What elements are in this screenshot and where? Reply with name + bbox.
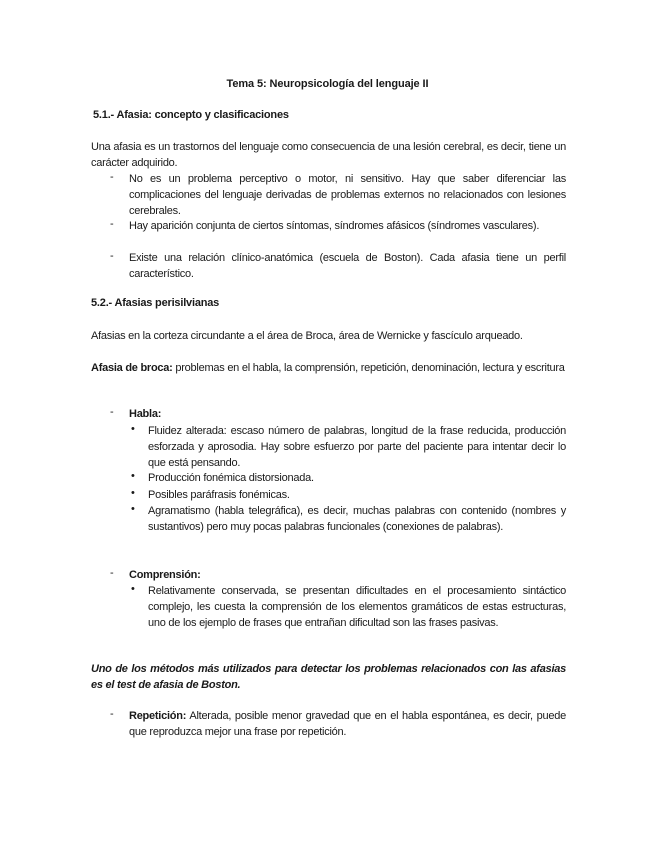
repeticion-label: Repetición: [129, 710, 187, 722]
paragraph-perisilvianas: Afasias en la corteza circundante a el área de Broca, área de Wernicke y fascículo arqueado. [91, 330, 523, 342]
boston-test-note: Uno de los métodos más utilizados para detectar los problemas relacionados con las afasias es el test de afasia de Boston. [91, 663, 566, 691]
bullet-item: Posibles paráfrasis fonémicas. [148, 489, 290, 501]
bullet-marker: • [131, 583, 135, 595]
repeticion-text: Alterada, posible menor gravedad que en el habla espontánea, es decir, puede que reproduzca mejor una frase por repetición. [129, 710, 566, 738]
section-heading-5-2: 5.2.- Afasias perisilvianas [91, 297, 220, 309]
dash-marker: - [110, 567, 114, 579]
dash-marker: - [110, 406, 114, 418]
paragraph-afasia-broca [91, 360, 566, 376]
list-item: Hay aparición conjunta de ciertos síntomas, síndromes afásicos (síndromes vasculares). [129, 220, 540, 232]
subheading-habla: Habla: [129, 408, 162, 420]
paragraph-afasia-definition: Una afasia es un trastornos del lenguaje como consecuencia de una lesión cerebral, es decir, tiene un carácter adquirido. [91, 141, 566, 169]
list-item: Existe una relación clínico-anatómica (escuela de Boston). Cada afasia tiene un perfil característico. [129, 252, 566, 280]
bullet-item: Relativamente conservada, se presentan dificultades en el procesamiento sintáctico complejo, les cuesta la comprensión de los elementos gramáticos de estas estructuras, uno de los ejemplo de frases que entrañan dificultad son las frases pasivas. [148, 585, 566, 629]
broca-text: problemas en el habla, la comprensión, repetición, denominación, lectura y escritura [172, 362, 565, 374]
dash-marker: - [110, 708, 114, 720]
broca-label: Afasia de broca: [91, 362, 173, 374]
list-item-repeticion [129, 708, 566, 740]
dash-marker: - [110, 171, 114, 183]
bullet-marker: • [131, 487, 135, 499]
page-title: Tema 5: Neuropsicología del lenguaje II [226, 78, 429, 90]
bullet-marker: • [131, 423, 135, 435]
bullet-marker: • [131, 503, 135, 515]
list-item: No es un problema perceptivo o motor, ni sensitivo. Hay que saber diferenciar las complicaciones del lenguaje derivadas de problemas externos no relacionados con lesiones cerebrales. [129, 173, 566, 217]
dash-marker: - [110, 250, 114, 262]
section-heading-5-1: 5.1.- Afasia: concepto y clasificaciones [93, 109, 289, 121]
subheading-comprension: Comprensión: [129, 569, 201, 581]
dash-marker: - [110, 218, 114, 230]
bullet-item: Fluidez alterada: escaso número de palabras, longitud de la frase reducida, producción esforzada y aprosodia. Hay sobre esfuerzo por parte del paciente para intentar decir lo que está pensando. [148, 425, 566, 469]
bullet-marker: • [131, 470, 135, 482]
bullet-item: Producción fonémica distorsionada. [148, 472, 314, 484]
bullet-item: Agramatismo (habla telegráfica), es decir, muchas palabras con contenido (nombres y sustantivos) pero muy pocas palabras funcionales (conexiones de palabras). [148, 505, 566, 533]
